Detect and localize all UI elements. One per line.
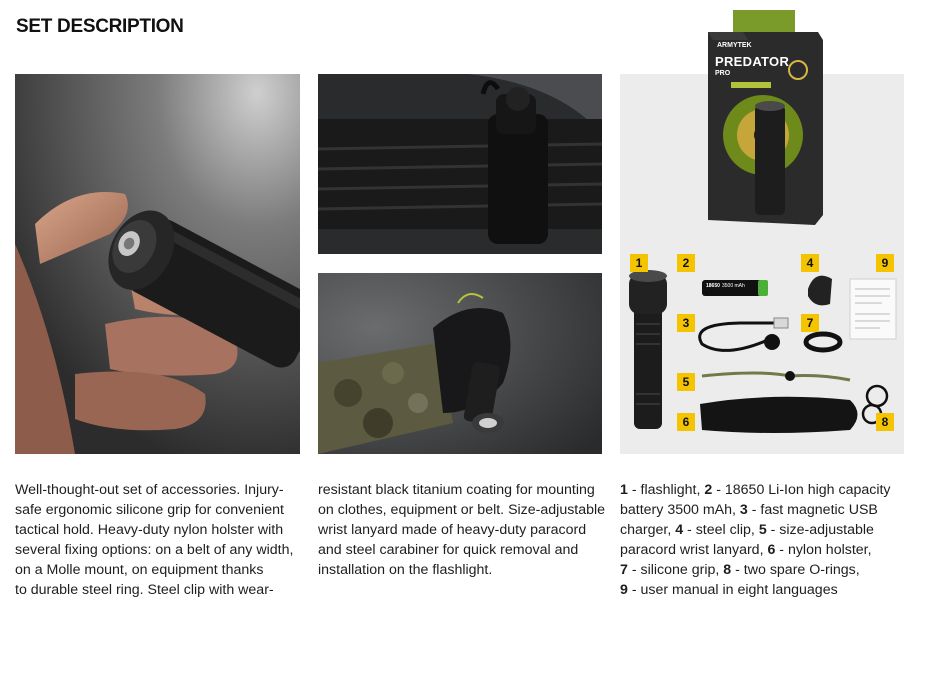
text-line: several fixing options: on a belt of any width, — [15, 542, 294, 558]
text-line: resistant black titanium coating for mounting — [318, 482, 595, 498]
item-text: charger, — [620, 522, 676, 538]
contents-line — [620, 480, 920, 500]
item-number: 5 — [758, 522, 767, 538]
battery-capacity: 3500 mAh — [722, 283, 745, 289]
item-number: 7 — [620, 562, 628, 578]
item-text: paracord wrist lanyard, — [620, 542, 768, 558]
badge-7: 7 — [801, 314, 819, 332]
contents-line — [620, 560, 920, 580]
item-text: - size-adjustable — [766, 522, 874, 538]
text-line: installation on the flashlight. — [318, 562, 493, 578]
text-line: and steel carabiner for quick removal and — [318, 542, 579, 558]
item-number: 8 — [723, 562, 732, 578]
photo-holster-on-belt — [318, 74, 602, 254]
item-text: - two spare O-rings, — [731, 562, 860, 578]
item-number: 6 — [767, 542, 776, 558]
badge-6: 6 — [677, 413, 695, 431]
item-text: battery 3500 mAh, — [620, 502, 740, 518]
contents-line — [620, 540, 920, 560]
text-line: to durable steel ring. Steel clip with wear- — [15, 582, 274, 598]
badge-5: 5 — [677, 373, 695, 391]
item-number: 3 — [739, 502, 748, 518]
box-brand: ARMYTEK — [717, 42, 752, 49]
box-variant: PRO — [715, 70, 731, 77]
contents-list-column — [620, 480, 920, 600]
item-number: 1 — [620, 482, 628, 498]
contents-line — [620, 500, 920, 520]
item-text: - 18650 Li-Ion high capacity — [712, 482, 891, 498]
box-model: PREDATOR — [715, 54, 790, 69]
text-line: safe ergonomic silicone grip for convenient — [15, 502, 284, 518]
description-column-1 — [15, 480, 305, 600]
text-line: Well-thought-out set of accessories. Injury- — [15, 482, 284, 498]
item-text: - user manual in eight languages — [627, 582, 838, 598]
item-text: - fast magnetic USB — [747, 502, 878, 518]
text-line: on a Molle mount, on equipment thanks — [15, 562, 264, 578]
item-text: - flashlight, — [627, 482, 705, 498]
badge-2: 2 — [677, 254, 695, 272]
photo-gloved-hand-flashlight — [318, 273, 602, 454]
badge-9: 9 — [876, 254, 894, 272]
badge-1: 1 — [630, 254, 648, 272]
item-number: 9 — [620, 582, 628, 598]
contents-line — [620, 580, 920, 600]
text-line: wrist lanyard made of heavy-duty paracord — [318, 522, 587, 538]
item-number: 4 — [675, 522, 684, 538]
section-heading: SET DESCRIPTION — [16, 16, 184, 37]
product-box — [703, 10, 825, 232]
badge-4: 4 — [801, 254, 819, 272]
description-column-2 — [318, 480, 608, 580]
contents-line — [620, 520, 920, 540]
item-text: - nylon holster, — [775, 542, 872, 558]
battery-label: 18650 — [706, 283, 720, 289]
item-text: - steel clip, — [683, 522, 759, 538]
photo-hand-holding-flashlight — [15, 74, 300, 454]
text-line: on clothes, equipment or belt. Size-adjustable — [318, 502, 606, 518]
text-line: tactical hold. Heavy-duty nylon holster with — [15, 522, 284, 538]
item-number: 2 — [704, 482, 713, 498]
badge-8: 8 — [876, 413, 894, 431]
item-text: - silicone grip, — [627, 562, 724, 578]
badge-3: 3 — [677, 314, 695, 332]
